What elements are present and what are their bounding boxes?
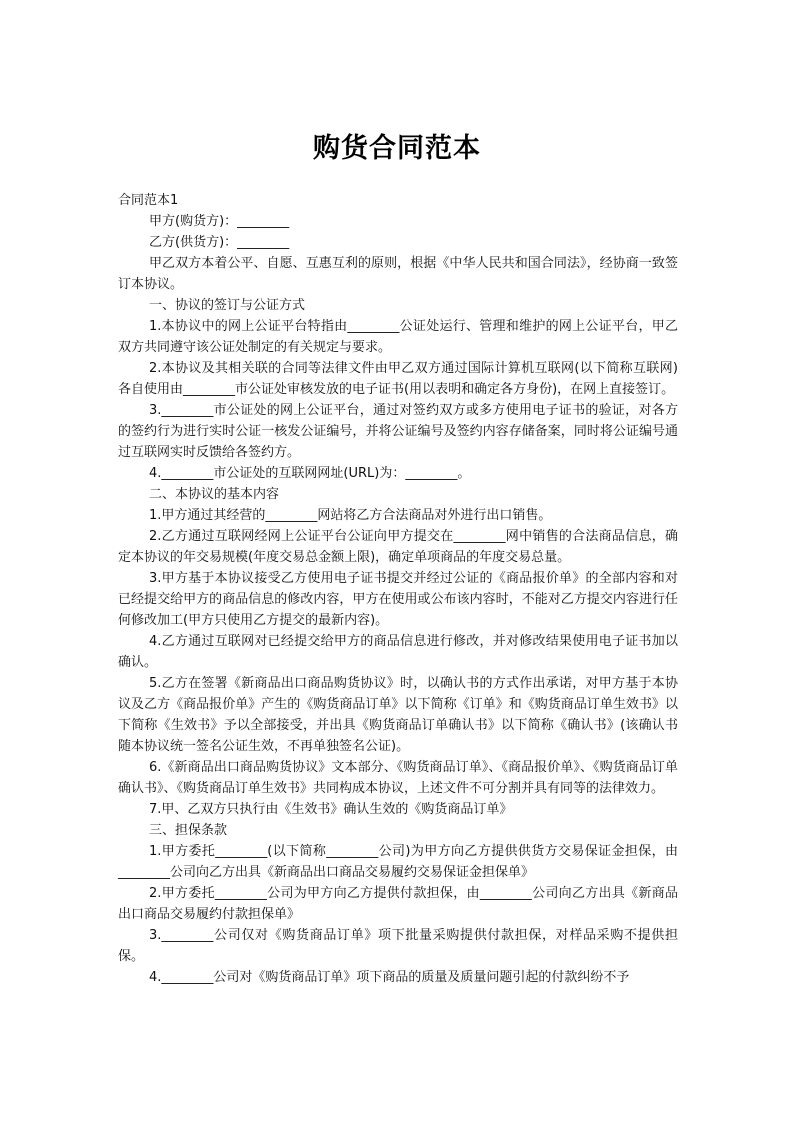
paragraph: 1.本协议中的网上公证平台特指由________公证处运行、管理和维护的网上公证平台，甲乙双方共同遵守该公证处制定的有关规定与要求。 bbox=[118, 319, 678, 355]
paragraph: 4.乙方通过互联网对已经提交给甲方的商品信息进行修改，并对修改结果使用电子证书加以确认。 bbox=[118, 634, 678, 670]
paragraph: 二、本协议的基本内容 bbox=[149, 487, 280, 502]
paragraph: 3.________市公证处的网上公证平台，通过对签约双方或多方使用电子证书的验证，对各方的签约行为进行实时公证一核发公证编号，并将公证编号及签约内容存储备案，同时将公证编号通过互联网实时反馈给各签约方。 bbox=[118, 403, 678, 460]
paragraph: 1.甲方通过其经营的________网站将乙方合法商品对外进行出口销售。 bbox=[149, 508, 552, 523]
paragraph: 3.________公司仅对《购货商品订单》项下批量采购提供付款担保，对样品采购不提供担保。 bbox=[118, 928, 678, 964]
paragraph: 6.《新商品出口商品购货协议》文本部分、《购货商品订单》、《商品报价单》、《购货商品订单确认书》、《购货商品订单生效书》共同构成本协议，上述文件不可分割并具有同等的法律效力。 bbox=[118, 760, 678, 796]
paragraph: 4.________市公证处的互联网网址(URL)为：________。 bbox=[149, 466, 471, 481]
paragraph: 5.乙方在签署《新商品出口商品购货协议》时，以确认书的方式作出承诺，对甲方基于本协议及乙方《商品报价单》产生的《购货商品订单》以下简称《订单》和《购货商品订单生效书》以下简称《生效书》予以全部接受，并出具《购货商品订单确认书》以下简称《确认书》(该确认书随本协议统一签名公证生效，不再单独签名公证)。 bbox=[118, 676, 678, 754]
document-title: 购货合同范本 bbox=[313, 133, 481, 164]
paragraph: 2.乙方通过互联网经网上公证平台公证向甲方提交在________网中销售的合法商品信息，确定本协议的年交易规模(年度交易总金额上限)，确定单项商品的年度交易总量。 bbox=[118, 529, 678, 565]
paragraph: 甲方(购货方)：________ bbox=[149, 214, 290, 229]
paragraph: 1.甲方委托________(以下简称________公司)为甲方向乙方提供供货方交易保证金担保，由________公司向乙方出具《新商品出口商品交易履约交易保证金担保单》 bbox=[118, 844, 678, 880]
paragraph: 甲乙双方本着公平、自愿、互惠互利的原则，根据《中华人民共和国合同法》，经协商一致签订本协议。 bbox=[118, 256, 678, 292]
paragraph: 3.甲方基于本协议接受乙方使用电子证书提交并经过公证的《商品报价单》的全部内容和对已经提交给甲方的商品信息的修改内容，甲方在使用或公布该内容时，不能对乙方提交内容进行任何修改加工(甲方只使用乙方提交的最新内容)。 bbox=[118, 571, 678, 628]
document-body bbox=[118, 190, 678, 988]
paragraph: 2.本协议及其相关联的合同等法律文件由甲乙双方通过国际计算机互联网(以下简称互联网)各自使用由________市公证处审核发放的电子证书(用以表明和确定各方身份)，在网上直接签订。 bbox=[118, 361, 678, 397]
paragraph: 合同范本1 bbox=[118, 193, 179, 208]
paragraph: 一、协议的签订与公证方式 bbox=[149, 298, 306, 313]
paragraph: 4.________公司对《购货商品订单》项下商品的质量及质量问题引起的付款纠纷不予 bbox=[149, 970, 630, 985]
paragraph: 乙方(供货方)：________ bbox=[149, 235, 290, 250]
paragraph: 三、担保条款 bbox=[149, 823, 228, 838]
paragraph: 7.甲、乙双方只执行由《生效书》确认生效的《购货商品订单》 bbox=[149, 802, 513, 817]
paragraph: 2.甲方委托________公司为甲方向乙方提供付款担保，由________公司向乙方出具《新商品出口商品交易履约付款担保单》 bbox=[118, 886, 678, 922]
